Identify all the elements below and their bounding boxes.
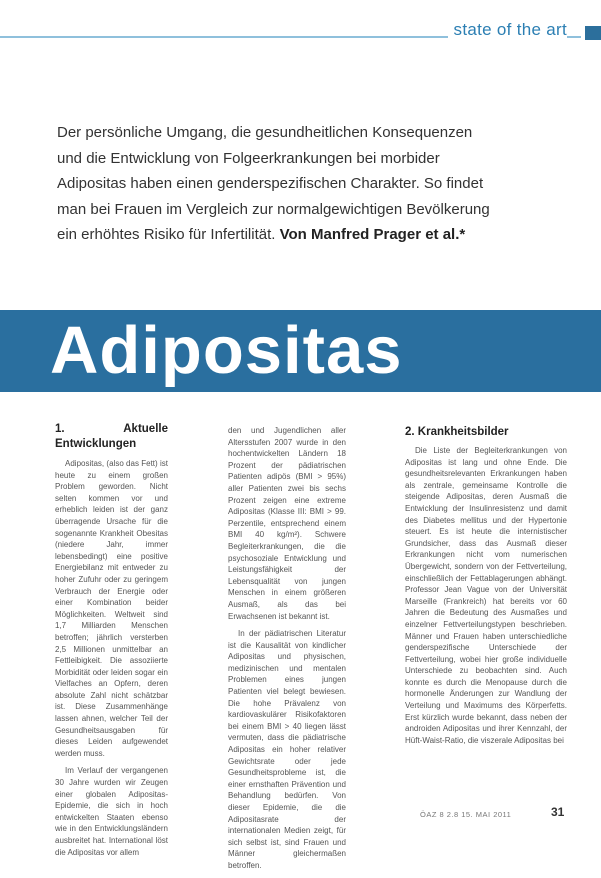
lead-author: Von Manfred Prager et al.* [279, 226, 466, 243]
title-band [0, 310, 601, 392]
column-1 [55, 422, 168, 864]
article-title: Adipositas [50, 313, 403, 388]
column-1-paragraph: Im Verlauf der vergangenen 30 Jahre wurden wir Zeugen einer globalen Adipositas-Epidemie, die sich in hoch entwickelten Staaten ebenso wie in den Entwicklungsländern ausbreitet hat. International löst die Adipositas vor allem [55, 766, 168, 857]
column-2-paragraph: In der pädiatrischen Literatur ist die Kausalität von kindlicher Adipositas und physischen, medizinischen und mentalen Problemen eines jungen Patienten viel belegt bewiesen. Die hohe Prävalenz von kardiovaskulärer Risikofaktoren bei einem BMI > 40 liegen lässt vermuten, dass die pädiatrische Adipositas ein hoher relativer Gewichtsrate oder jede Gesundheitsprobleme ist, die einer ernsthaften Prävention und Behandlung bedürfen. Von dieser Epidemie, die die Adipositasrate der internationalen Medien zeigt, für sich selbst ist, sind Frauen und Männer gleichermaßen betroffen. [228, 629, 346, 870]
page-number: 31 [551, 805, 565, 819]
column-2 [228, 425, 346, 878]
column-1-heading: 1. Aktuelle Entwicklungen [55, 423, 168, 450]
issue-footer: ÖAZ 8 2.8 15. MAI 2011 [420, 810, 512, 819]
column-3 [405, 425, 567, 752]
lead-text: Der persönliche Umgang, die gesundheitlichen Konsequenzen und die Entwicklung von Folgeerkrankungen bei morbider Adipositas haben einen genderspezifischen Charakter. So findet man bei Frauen im Vergleich zur normalgewichtigen Bevölkerung ein erhöhtes Risiko für Infertilität. [57, 124, 490, 243]
section-tab-marker [585, 26, 601, 40]
column-1-paragraph: Adipositas, (also das Fett) ist heute zu einem großen Problem geworden. Nicht selten kommen vor und erheblich leiden ist der ganz überragende Ursache für die sogenannte Krankheit Obesitas (niedere Jahr, immer lebensbedingt) eine positive Energiebilanz mit entweder zu hoher Zufuhr oder zu geringem Verbrauch der Energie oder einer Kombination beider Möglichkeiten. Weltweit sind 1,7 Milliarden Menschen betroffen; jährlich versterben 2,5 Millionen unmittelbar an Fettleibigkeit. Die assoziierte Morbidität oder leiden sogar ein Vielfaches an Opfern, deren absolute Zahl nicht schätzbar ist. Diese Zusammenhänge lassen ahnen, welcher Teil der Gesundheitsausgaben für dieses Leiden aufgewendet werden muss. [55, 459, 168, 758]
lead-paragraph [57, 120, 497, 248]
column-2-paragraph: den und Jugendlichen aller Altersstufen 2007 wurde in den hochentwickelten Ländern 18 Prozent der pädiatrischen Patienten adipös (BMI > 95%) aller Patienten zwei bis sechs Prozent zeigen eine extreme Adipositas (Klasse III: BMI > 99. Perzentile, entsprechend einem BMI 40 kg/m²). Schwere Begleiterkrankungen, die die psychosoziale Entwicklung und Leistungsfähigkeit der Lebensqualität von jungen Menschen in einem größeren Ausmaß, als das bei Erwachsenen ist bekannt ist. [228, 426, 346, 621]
section-label: state of the art [448, 20, 567, 40]
column-3-paragraph: Die Liste der Begleiterkrankungen von Adipositas ist lang und ohne Ende. Die gesundheitsrelevanten Erkrankungen haben als zentrale, gemeinsame Kontrolle die steigende Adipositas, deren Ausmaß die Entwicklung der Insulinresistenz und damit des Diabetes mellitus und der Hypertonie steuert. Es ist heute die internistischer Grundsicher, dass das Ausmaß dieser Erkrankungen nicht vom numerischen Übergewicht, sondern von der Fettverteilung, einschließlich der Fettablagerungen abhängt. Professor Jean Vague von der Universität Marseille (Frankreich) hat bereits vor 60 Jahren die Bedeutung des Ausmaßes und einzelner Fettverteilungstypen beschrieben. Männer und Frauen haben unterschiedliche genderspezifische Unterschiede der Fettverteilung, wobei hier große individuelle Unterschiede zu beobachten sind. Auch konnte es durch die Menopause durch die hormonelle Änderungen zur Wandlung der Verteilung und Maximums des Körperfetts. Erst kürzlich wurde bekannt, dass neben der androiden Adipositas und ihrer Kennzahl, der Hüft-Waist-Ratio, die viszerale Adipositas bei [405, 446, 567, 745]
column-3-heading: 2. Krankheitsbilder [405, 426, 509, 438]
